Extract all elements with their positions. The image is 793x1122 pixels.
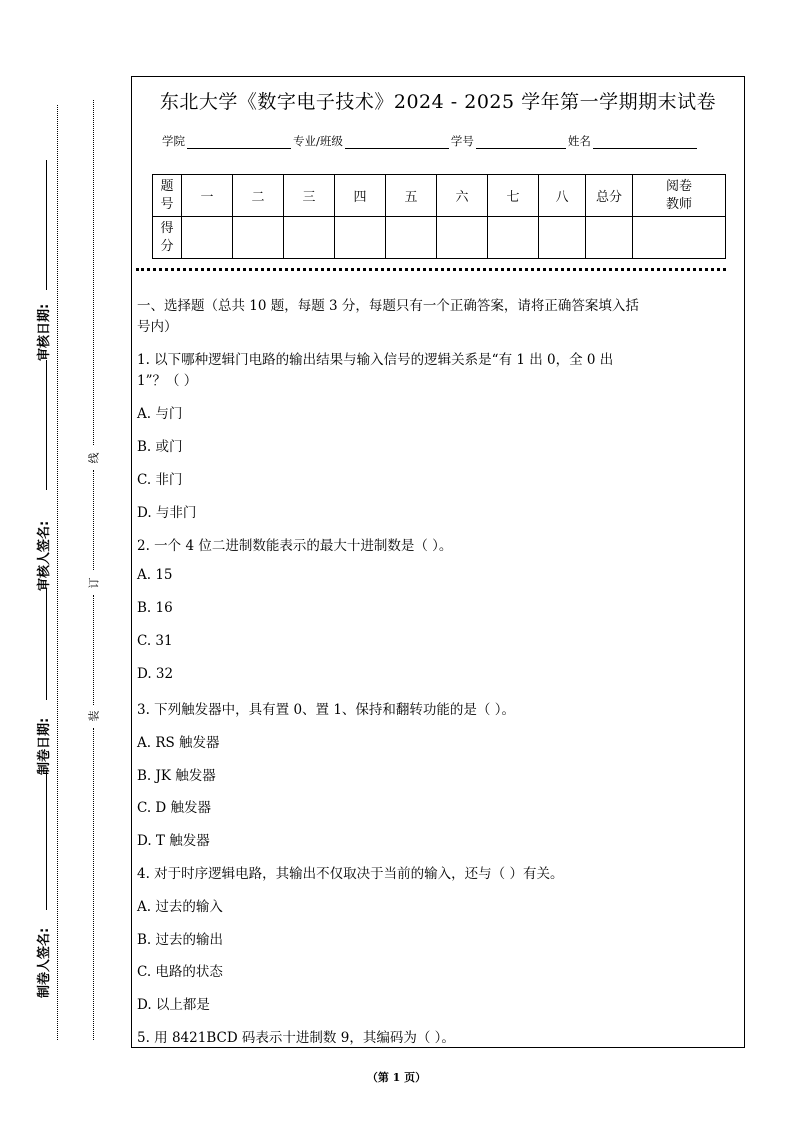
section-separator — [136, 268, 726, 271]
question-stem: 1. 以下哪种逻辑门电路的输出结果与输入信号的逻辑关系是“有 1 出 0，全 0 出 — [137, 352, 614, 368]
score-table-col-header: 七 — [488, 175, 539, 217]
score-table — [152, 174, 726, 259]
section-heading: 号内） — [137, 319, 178, 335]
score-cell[interactable] — [488, 217, 539, 259]
score-table-grader-header: 阅卷教师 — [633, 175, 726, 217]
answer-option: B. 16 — [137, 600, 173, 616]
score-cell[interactable] — [233, 217, 284, 259]
paper-maker-signature-label: 制卷人签名: — [37, 927, 52, 998]
answer-option: D. 以上都是 — [137, 997, 210, 1013]
answer-option: D. 与非门 — [137, 505, 197, 521]
seal-char-ding: 订 — [87, 577, 101, 589]
student-id-field[interactable] — [476, 136, 566, 149]
major-class-label: 专业/班级 — [293, 134, 343, 148]
question-stem: 4. 对于时序逻辑电路，其输出不仅取决于当前的输入，还与（ ）有关。 — [137, 866, 564, 882]
signature-line — [46, 588, 47, 700]
exam-title: 东北大学《数字电子技术》2024 - 2025 学年第一学期期末试卷 — [159, 91, 717, 113]
exam-paper — [131, 76, 745, 1048]
signature-line — [46, 160, 47, 290]
score-cell[interactable] — [284, 217, 335, 259]
student-id-label: 学号 — [450, 134, 474, 148]
question-stem: 1”？（ ） — [137, 373, 198, 389]
binding-dotted-line — [57, 105, 58, 1040]
grader-cell[interactable] — [633, 217, 726, 259]
score-table-row-header: 得分 — [153, 217, 182, 259]
question-stem: 5. 用 8421BCD 码表示十进制数 9，其编码为（ ）。 — [137, 1030, 455, 1046]
major-class-field[interactable] — [345, 136, 449, 149]
binding-margin — [0, 0, 120, 1122]
score-table-col-header: 总分 — [586, 175, 633, 217]
student-info-row — [162, 133, 699, 149]
question-stem: 3. 下列触发器中，具有置 0、置 1、保持和翻转功能的是（ ）。 — [137, 702, 515, 718]
score-cell[interactable] — [586, 217, 633, 259]
college-field[interactable] — [187, 136, 291, 149]
seal-char-zhuang: 装 — [87, 710, 101, 722]
answer-option: A. RS 触发器 — [137, 735, 220, 751]
name-field[interactable] — [593, 136, 697, 149]
answer-option: C. 非门 — [137, 472, 183, 488]
score-cell[interactable] — [539, 217, 586, 259]
score-cell[interactable] — [335, 217, 386, 259]
score-cell[interactable] — [182, 217, 233, 259]
answer-option: A. 与门 — [137, 406, 183, 422]
score-table-col-header: 五 — [386, 175, 437, 217]
score-table-col-header: 四 — [335, 175, 386, 217]
answer-option: C. 31 — [137, 633, 173, 649]
signature-line — [46, 770, 47, 910]
answer-option: A. 15 — [137, 567, 173, 583]
paper-date-label: 制卷日期: — [37, 717, 52, 775]
seal-dotted-line — [93, 100, 94, 445]
score-table-col-header: 六 — [437, 175, 488, 217]
answer-option: D. 32 — [137, 666, 174, 682]
section-heading: 一、选择题（总共 10 题，每题 3 分，每题只有一个正确答案，请将正确答案填入括 — [137, 298, 639, 314]
answer-option: A. 过去的输入 — [137, 899, 223, 915]
seal-char-xian: 线 — [87, 452, 101, 464]
seal-dotted-line — [93, 728, 94, 1040]
college-label: 学院 — [162, 134, 185, 148]
score-table-col-header: 一 — [182, 175, 233, 217]
score-table-col-header: 二 — [233, 175, 284, 217]
signature-line — [46, 360, 47, 490]
score-cell[interactable] — [386, 217, 437, 259]
question-stem: 2. 一个 4 位二进制数能表示的最大十进制数是（ ）。 — [137, 538, 453, 554]
score-table-row-header: 题号 — [153, 175, 182, 217]
name-label: 姓名 — [567, 134, 591, 148]
score-table-col-header: 三 — [284, 175, 335, 217]
answer-option: C. 电路的状态 — [137, 964, 223, 980]
page-number: （第 1 页） — [366, 1071, 427, 1084]
score-cell[interactable] — [437, 217, 488, 259]
answer-option: B. 过去的输出 — [137, 932, 224, 948]
seal-dotted-line — [93, 470, 94, 570]
seal-dotted-line — [93, 595, 94, 705]
answer-option: D. T 触发器 — [137, 833, 210, 849]
answer-option: B. JK 触发器 — [137, 768, 216, 784]
reviewer-signature-label: 审核人签名: — [37, 520, 52, 591]
review-date-label: 审核日期: — [37, 303, 52, 361]
answer-option: B. 或门 — [137, 439, 183, 455]
answer-option: C. D 触发器 — [137, 800, 212, 816]
score-table-col-header: 八 — [539, 175, 586, 217]
